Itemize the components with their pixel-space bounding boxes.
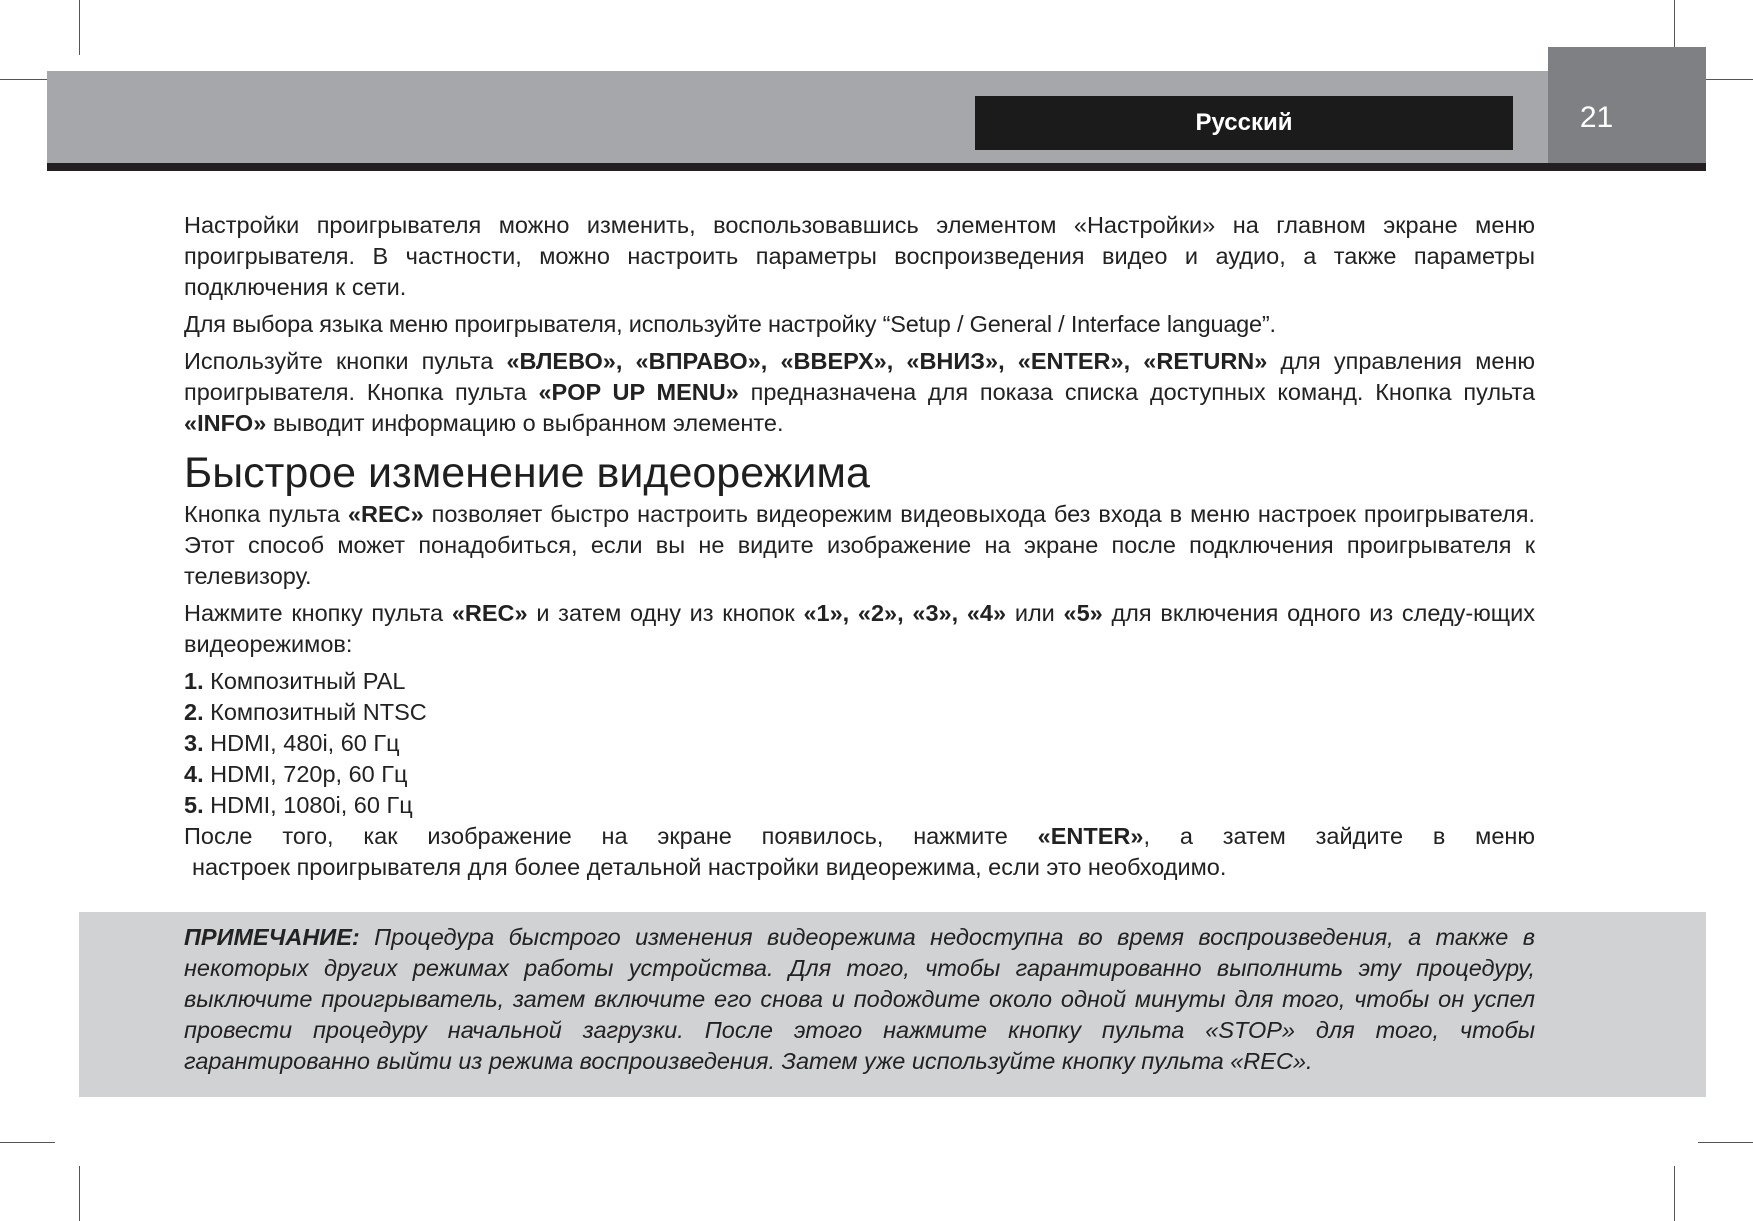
text-run: настроек проигрывателя для более детальной настройки видеорежима, если это необходимо. — [192, 854, 1227, 880]
text-run: Используйте кнопки пульта — [184, 348, 494, 374]
text-run: После того, как изображение на экране появилось, нажмите — [184, 823, 1008, 849]
text-run: Нажмите кнопку пульта — [184, 600, 444, 626]
text-run: Кнопка пульта — [184, 501, 340, 527]
list-number: 3. — [184, 730, 204, 756]
text-run: позволяет быстро настроить видеорежим видеовыхода без входа в меню настроек проигрывателя. Этот способ может понадобиться, если вы не видите изображение на экране после подключения проигрывателя к телевизору. — [184, 501, 1535, 589]
crop-mark — [79, 1166, 80, 1221]
list-item — [184, 759, 1535, 790]
crop-mark — [1698, 1142, 1753, 1143]
list-number: 2. — [184, 699, 204, 725]
remote-keys: «ВЛЕВО», «ВПРАВО», «ВВЕРХ», «ВНИЗ», «ENTER», «RETURN» — [506, 348, 1268, 374]
note-text — [184, 922, 1535, 1077]
rec-key: «REC» — [347, 501, 424, 527]
list-item — [184, 666, 1535, 697]
list-item — [184, 728, 1535, 759]
list-item — [184, 790, 1535, 821]
note-label: ПРИМЕЧАНИЕ: — [184, 924, 360, 950]
note-body: Процедура быстрого изменения видеорежима недоступна во время воспроизведения, а также в некоторых других режимах работы устройства. Для того, чтобы гарантированно выполнить эту процедуру, выключите проигрыватель, затем включите его снова и подождите около одной минуты для того, чтобы он успел провести процедуру начальной загрузки. После этого нажмите кнопку пульта «STOP» для того, чтобы гарантированно выйти из режима воспроизведения. Затем уже используйте кнопку пульта «REC». — [184, 924, 1535, 1074]
info-key: «INFO» — [184, 410, 267, 436]
language-label: Русский — [975, 96, 1513, 150]
text-run: выводит информацию о выбранном элементе. — [272, 410, 784, 436]
text-run: для включения одного из следу-ющих видеорежимов: — [184, 600, 1536, 657]
number-keys: «1», «2», «3», «4» — [803, 600, 1007, 626]
header-rule — [47, 163, 1706, 171]
list-label: HDMI, 1080i, 60 Гц — [210, 792, 413, 818]
intro-paragraph-2: Для выбора языка меню проигрывателя, используйте настройку “Setup / General / Interface language”. — [184, 311, 1276, 337]
section-title: Быстрое изменение видеорежима — [184, 449, 870, 497]
text-run: или — [1014, 600, 1055, 626]
crop-mark — [1698, 79, 1753, 80]
text-run: предназначена для показа списка доступных команд. Кнопка пульта — [750, 379, 1536, 405]
text-run: , а затем зайдите в меню — [1143, 823, 1535, 849]
number-key-5: «5» — [1063, 600, 1103, 626]
rec-key: «REC» — [451, 600, 528, 626]
intro-paragraph-3 — [184, 346, 1535, 439]
intro-paragraph-1: Настройки проигрывателя можно изменить, воспользовавшись элементом «Настройки» на главном экране меню проигрывателя. В частности, можно настроить параметры воспроизведения видео и аудио, а также параметры подключения к сети. — [184, 212, 1535, 300]
page-number: 21 — [1579, 101, 1614, 134]
list-number: 4. — [184, 761, 204, 787]
crop-mark — [1674, 1166, 1675, 1221]
list-number: 5. — [184, 792, 204, 818]
enter-key: «ENTER» — [1037, 823, 1144, 849]
section-paragraph-1 — [184, 499, 1535, 592]
list-label: HDMI, 480i, 60 Гц — [210, 730, 400, 756]
text-run: и затем одну из кнопок — [536, 600, 795, 626]
list-item — [184, 697, 1535, 728]
crop-mark — [0, 1142, 55, 1143]
video-mode-list — [184, 666, 1535, 821]
text-run: для управления меню проигрывателя. Кнопка пульта — [184, 348, 1536, 405]
list-label: Композитный PAL — [210, 668, 406, 694]
crop-mark — [79, 0, 80, 55]
page-content — [184, 210, 1535, 883]
popup-menu-key: «POP UP MENU» — [538, 379, 739, 405]
list-number: 1. — [184, 668, 204, 694]
section-paragraph-3 — [184, 821, 1535, 883]
section-paragraph-2 — [184, 598, 1535, 660]
text-line — [184, 821, 1535, 852]
list-label: HDMI, 720p, 60 Гц — [210, 761, 408, 787]
list-label: Композитный NTSC — [210, 699, 427, 725]
